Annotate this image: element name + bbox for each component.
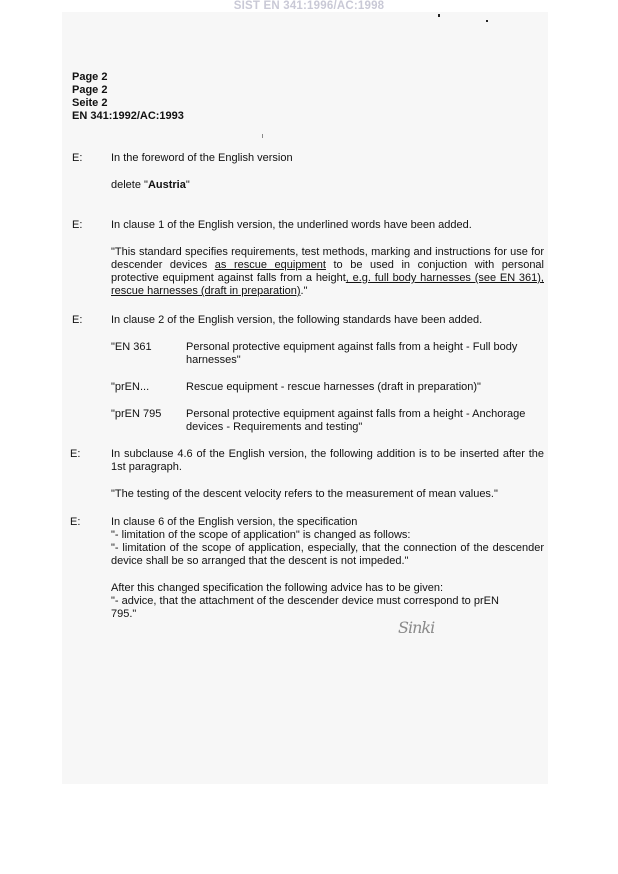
scan-speck bbox=[438, 14, 440, 17]
delete-instruction: delete "Austria" bbox=[111, 179, 190, 191]
section-intro: In the foreword of the English version bbox=[111, 152, 293, 164]
language-label: E: bbox=[72, 152, 83, 164]
handwritten-signature: Sinki bbox=[398, 618, 435, 637]
original-specification: "- limitation of the scope of application" is changed as follows: bbox=[111, 529, 411, 541]
scan-speck bbox=[262, 134, 263, 138]
advice-text: "- advice, that the attachment of the descender device must correspond to prEN 795." bbox=[111, 595, 499, 620]
page-header bbox=[72, 71, 184, 123]
language-label: E: bbox=[72, 314, 83, 326]
velocity-quote: "The testing of the descent velocity refers to the measurement of mean values." bbox=[111, 488, 498, 500]
added-words: as rescue equipment bbox=[214, 259, 326, 271]
standard-code: "EN 361 bbox=[111, 341, 152, 353]
correction-foreword bbox=[72, 152, 544, 192]
standard-entry bbox=[111, 341, 544, 367]
section-intro: In subclause 4.6 of the English version, the following addition is to be inserted after the 1st paragraph. bbox=[111, 448, 544, 473]
changed-specification: "- limitation of the scope of application, especially, that the connection of the descender device shall be so arranged that the descent is not impeded." bbox=[111, 542, 544, 567]
correction-subclause-4-6 bbox=[72, 448, 544, 501]
standard-entry bbox=[111, 381, 544, 394]
correction-clause-6 bbox=[72, 516, 544, 621]
language-label: E: bbox=[70, 516, 81, 528]
language-label: E: bbox=[70, 448, 81, 460]
section-intro: In clause 2 of the English version, the following standards have been added. bbox=[111, 314, 483, 326]
standard-code: "prEN... bbox=[111, 381, 150, 393]
added-words: , e.g. full body harnesses (see EN 361), rescue harnesses (draft in preparation) bbox=[111, 272, 544, 297]
standard-title: Personal protective equipment against falls from a height - Full body harnesses" bbox=[186, 341, 518, 366]
scan-speck bbox=[486, 20, 488, 22]
standard-title: Personal protective equipment against falls from a height - Anchorage devices - Requirements and testing" bbox=[186, 408, 526, 433]
section-intro: In clause 1 of the English version, the underlined words have been added. bbox=[111, 219, 472, 231]
header-page-line: Page 2 bbox=[72, 84, 108, 96]
header-page-line: Page 2 bbox=[72, 71, 108, 83]
correction-clause-2 bbox=[72, 314, 544, 434]
section-intro: In clause 6 of the English version, the specification bbox=[111, 516, 358, 528]
scope-quote: "This standard specifies requirements, test methods, marking and instructions for use for descender devices as rescue equipment to be used in conjuction with personal protective equipment against falls from a height, e.g. full body harnesses (see EN 361), rescue harnesses (draft in preparation)." bbox=[111, 246, 544, 297]
standard-title: Rescue equipment - rescue harnesses (draft in preparation)" bbox=[186, 381, 481, 393]
correction-clause-1 bbox=[72, 219, 544, 298]
deleted-country: Austria bbox=[147, 179, 186, 191]
header-page-line: Seite 2 bbox=[72, 97, 108, 109]
standard-entry bbox=[111, 408, 544, 434]
standard-code: "prEN 795 bbox=[111, 408, 162, 420]
header-doc-id: EN 341:1992/AC:1993 bbox=[72, 110, 184, 122]
language-label: E: bbox=[72, 219, 83, 231]
watermark: SIST EN 341:1996/AC:1998 bbox=[233, 0, 385, 12]
advice-intro: After this changed specification the following advice has to be given: bbox=[111, 582, 444, 594]
